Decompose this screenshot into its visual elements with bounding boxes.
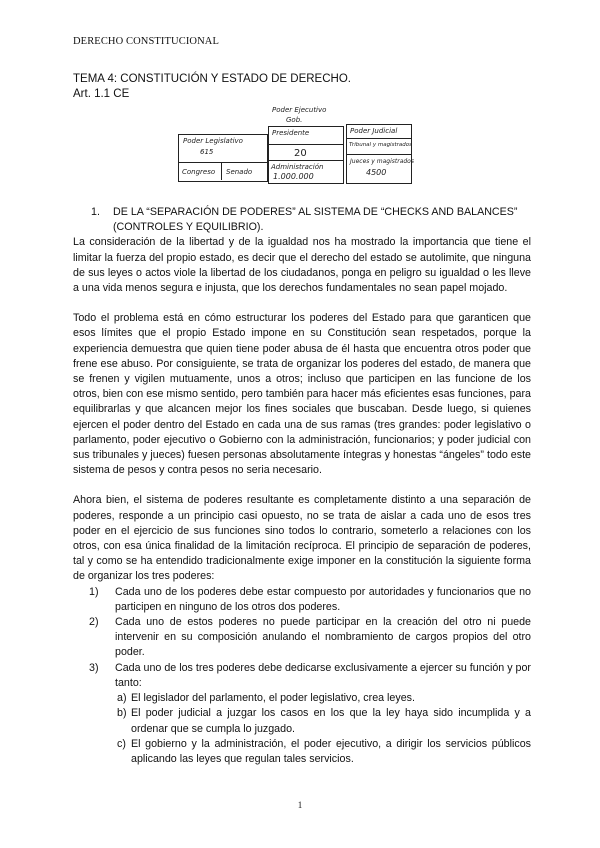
sublist-item — [117, 706, 531, 736]
sublist-item — [117, 691, 531, 706]
judicial-subtitle: Tribunal y magistrados — [349, 142, 412, 148]
executive-divider-2 — [268, 160, 343, 161]
section-number: 1. — [91, 206, 100, 218]
legislative-count: 615 — [200, 148, 214, 156]
civil-servants-count: 1.000.000 — [273, 172, 314, 181]
president-label: Presidente — [272, 129, 310, 137]
paragraph: Ahora bien, el sistema de poderes resultante es completamente distinto a una separación de poderes, responde a un principio casi opuesto, no se trata de aislar a cada uno de esos tres poder en el ejercicio de sus funciones sino todos lo contrario, someterlo a relaciones con los otros, con esa única finalidad de la limitación recíproca. El principio de separación de poderes, tal y como se ha entendido tradicionalmente exige imponer en la constitución la siguiente forma de organizar los tres poderes: — [73, 494, 531, 583]
judicial-title: Poder Judicial — [350, 127, 398, 135]
sublist-marker: c) — [117, 737, 126, 750]
list-item — [89, 585, 531, 615]
sublist-marker: b) — [117, 707, 127, 720]
sublist-item-text: El gobierno y la administración, el poder ejecutivo, a dirigir los servicios públicos aplicando las leyes que regulan tales servicios. — [131, 737, 531, 765]
list-marker: 2) — [89, 616, 99, 629]
list-item-text: Cada uno de los tres poderes debe dedicarse exclusivamente a ejercer su función y por tanto: — [115, 661, 531, 689]
judicial-divider-1 — [346, 138, 411, 139]
executive-subtitle: Gob. — [286, 116, 303, 124]
functions-sublist — [73, 691, 531, 767]
sublist-item-text: El legislador del parlamento, el poder legislativo, crea leyes. — [131, 692, 415, 705]
executive-divider-1 — [268, 144, 343, 145]
legislative-title: Poder Legislativo — [183, 137, 243, 145]
legislative-divider — [178, 162, 267, 163]
running-header: DERECHO CONSTITUCIONAL — [73, 36, 219, 47]
administration-label: Administración — [271, 163, 324, 171]
section-heading — [91, 205, 531, 235]
executive-title: Poder Ejecutivo — [272, 106, 327, 114]
topic-heading — [73, 72, 351, 102]
sublist-item-text: El poder judicial a juzgar los casos en los que la ley haya sido incumplida y a ordenar que se cumpla lo juzgado. — [131, 707, 531, 735]
paragraph: Todo el problema está en cómo estructurar los poderes del Estado para que garanticen que esos límites que el propio Estado impone en su Constitución sean respetados, porque la experiencia demuestra que quien tiene poder abusa de él hasta que encuentra otros poder que frene ese abuso. Por consiguiente, se trata de organizar los poderes del estado, de manera que se frenen y vigilen mutuamente, unos a otros; incluso que participen en las funcione de los otros, bien con ese mismo sentido, pero también para hacer más eficientes esas funciones, para equilibrarlas y que alcancen mejor los fines sociales que buscaban. Desde luego, si quienes ejercen el poder dentro del Estado en cada una de sus ramas (tres grandes: poder legislativo o parlamento, poder ejecutivo o Gobierno con la administración, funcionarios; y poder judicial con sus tribunales y jueces) fuesen personas absolutamente íntegras y honestas “ángeles” todo este sistema de pesos y contra pesos no seria necesario. — [73, 312, 531, 477]
body-text — [73, 205, 531, 767]
sublist-item — [117, 737, 531, 767]
congress-label: Congreso — [182, 168, 216, 176]
page-number: 1 — [297, 800, 303, 810]
list-item-text: Cada uno de estos poderes no puede participar en la creación del otro ni puede intervenir en su composición anulando el nombramiento de cargos propios del otro poder. — [115, 616, 531, 659]
topic-title: TEMA 4: CONSTITUCIÓN Y ESTADO DE DERECHO. — [73, 73, 351, 85]
senate-label: Senado — [226, 168, 253, 176]
list-marker: 3) — [89, 661, 99, 674]
section-title: DE LA “SEPARACIÓN DE PODERES” AL SISTEMA DE “CHECKS AND BALANCES” (CONTROLES Y EQUILIBRIO). — [113, 206, 518, 234]
list-item — [89, 615, 531, 661]
sublist-marker: a) — [117, 692, 127, 705]
legislative-chamber-divider — [221, 162, 222, 180]
list-item — [89, 661, 531, 691]
judges-label: Jueces y magistrados — [350, 158, 414, 165]
article-reference: Art. 1.1 CE — [73, 88, 130, 100]
principles-list — [73, 585, 531, 691]
judges-count: 4500 — [366, 168, 387, 177]
judicial-divider-2 — [346, 154, 411, 155]
list-marker: 1) — [89, 585, 99, 598]
paragraph: La consideración de la libertad y de la igualdad nos ha mostrado la importancia que tiene el limitar la fuerza del propio estado, es decir que el derecho del estado se autolimite, que ninguna de sus leyes o actos viole la libertad de los ciudadanos, ponga en peligro su igualdad o les lleve a una vida menos segura e injusta, que los derechos fundamentales no sean papel mojado. — [73, 236, 531, 295]
list-item-text: Cada uno de los poderes debe estar compuesto por autoridades y funcionarios que no participen en ninguno de los otros dos poderes. — [115, 585, 531, 613]
ministers-count: 20 — [294, 148, 307, 159]
